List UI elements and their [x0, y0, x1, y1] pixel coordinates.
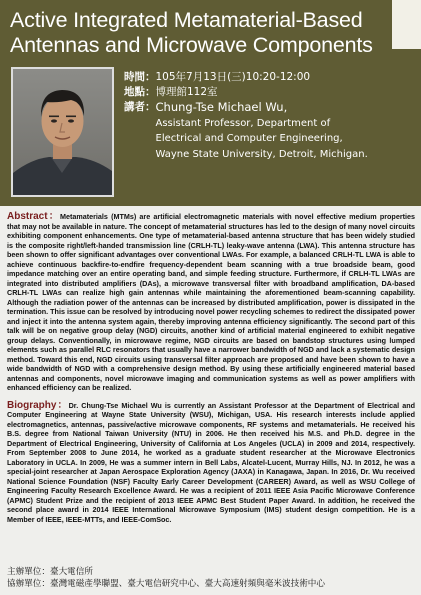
abstract-text: Metamaterials (MTMs) are artificial electromagnetic materials with novel effective medium properties that may not be available in nature. The concept of metamaterial structures has led to the design of many novel circuits exhibiting component enhancements. One type of metamaterial-based antenna structure that has been widely studied is the composite right/left-handed transmission line (CRLH-TL) leaky-wave antenna (LWA). This antenna structure has been shown to offer significant advantages over conventional LWAs. For example, a balanced CRLH-TL LWA is able to achieve continuous backfire-to-endfire frequency-dependent beam scanning with a true broadside beam, good impedance matching over an entire operating band, and simple feeding structure. Furthermore, if CRLH-TL LWAs are integrated into distributed amplifiers (DAs), a microwave transversal filter with broadband amplification, DA-based CRLH-TL LWAs can realize high gain antennas while maintaining the aforementioned beam-scanning capability. Although the radiation power of the antennas can be increased by distributed amplification, power is dissipated in the termination. This issue can be resolved by introducing novel power recycling schemes to redirect the dissipated power and inject it into the antenna system again, thereby improving antenna efficiency significantly. The second part of this talk will be on negative group delay (NGD) circuits, another kind of artificial material engineered to exhibit negative group delays. Conventionally, in microwave regime, NGD circuits are based on bandstop structures using lumped elements such as parallel RLC resonators that usually have a narrower bandwidth of NGD and lack a systematic design method. Toward this end, NGD circuits using transversal filter approach are proposed and have been shown to have a wide bandwidth of NGD with a comprehensive design method. By using these artificially engineered material based antennas and components, novel microwave imaging and communication systems as well as power amplifiers with enhanced efficiency can be realized. — [7, 212, 415, 392]
speaker-name: Chung-Tse Michael Wu, — [155, 100, 288, 114]
host-value: 臺大電信所 — [49, 567, 93, 577]
cohost-label: 協辦單位： — [7, 579, 50, 589]
speaker-portrait-image — [13, 69, 112, 195]
speaker-details — [156, 100, 368, 162]
cohost-value: 臺灣電磁產學聯盟、臺大電信研究中心、臺大高速射頻與毫米波技術中心 — [49, 579, 325, 589]
place-value: 博理館112室 — [155, 86, 218, 98]
biography-colon: ： — [56, 399, 69, 411]
biography-section — [7, 401, 415, 525]
content-body — [7, 212, 415, 524]
speaker-row — [124, 100, 368, 162]
host-label: 主辦單位： — [7, 567, 50, 577]
abstract-section — [7, 212, 415, 393]
cohost-row — [7, 578, 415, 590]
time-value: 105年7月13日(三)10:20-12:00 — [155, 71, 311, 83]
talk-title-line-2: Antennas and Microwave Components — [10, 33, 373, 57]
speaker-label: 講者： — [124, 101, 156, 113]
place-label: 地點： — [124, 86, 156, 98]
organizers — [7, 566, 415, 590]
talk-title — [10, 8, 410, 58]
biography-label: Biography — [7, 399, 57, 411]
header-banner — [0, 0, 421, 206]
speaker-department: Electrical and Computer Engineering, — [155, 133, 343, 144]
talk-info — [124, 70, 368, 162]
speaker-university: Wayne State University, Detroit, Michigan. — [155, 148, 368, 160]
abstract-colon: ： — [47, 211, 60, 222]
talk-title-line-1: Active Integrated Metamaterial-Based — [10, 8, 363, 32]
time-row — [124, 70, 368, 85]
abstract-label: Abstract — [7, 211, 48, 222]
biography-text: Dr. Chung-Tse Michael Wu is currently an Assistant Professor at the Department of Electrical and Computer Engineering at Wayne State University (WSU), Michigan, USA. His research interests include applied electromagnetics, antennas, passive/active microwave components, RF systems and metamaterials. He received his B.S. degree from National Taiwan University (NTU) in 2006. He then received his M.S. and Ph.D. degree in the Department of Electrical Engineering, University of California at Los Angeles (UCLA) in 2009 and 2014, respectively. From September 2008 to June 2014, he worked as a graduate student researcher at the Microwave Electronics Laboratory in UCLA. In 2009, He was a summer intern in Bell Labs, Alcatel-Lucent, Murray Hills, NJ. In 2012, he was a special-joint researcher at Japan Aerospace Exploration Agency (JAXA) in Kanagawa, Japan. In 2016, Dr. Wu received National Science Foundation (NSF) Faculty Early Career Development (CAREER) Award, as well as WSU College of Engineering Faculty Research Excellence Award. He was a recipient of 2011 IEEE Asia Pacific Microwave Conference (APMC) Student Prize and the recipient of 2013 IEEE APMC Best Student Paper Award. In addition, he received the second place award in 2014 IEEE International Microwave Symposium (IMS) student design competition. He is a Member of IEEE, IEEE-MTTs, and IEEE-ComSoc. — [7, 400, 416, 524]
speaker-photo — [11, 67, 114, 197]
time-label: 時間： — [124, 71, 156, 83]
speaker-title: Assistant Professor, Department of — [155, 117, 331, 129]
host-row — [7, 566, 415, 578]
place-row — [124, 85, 368, 100]
